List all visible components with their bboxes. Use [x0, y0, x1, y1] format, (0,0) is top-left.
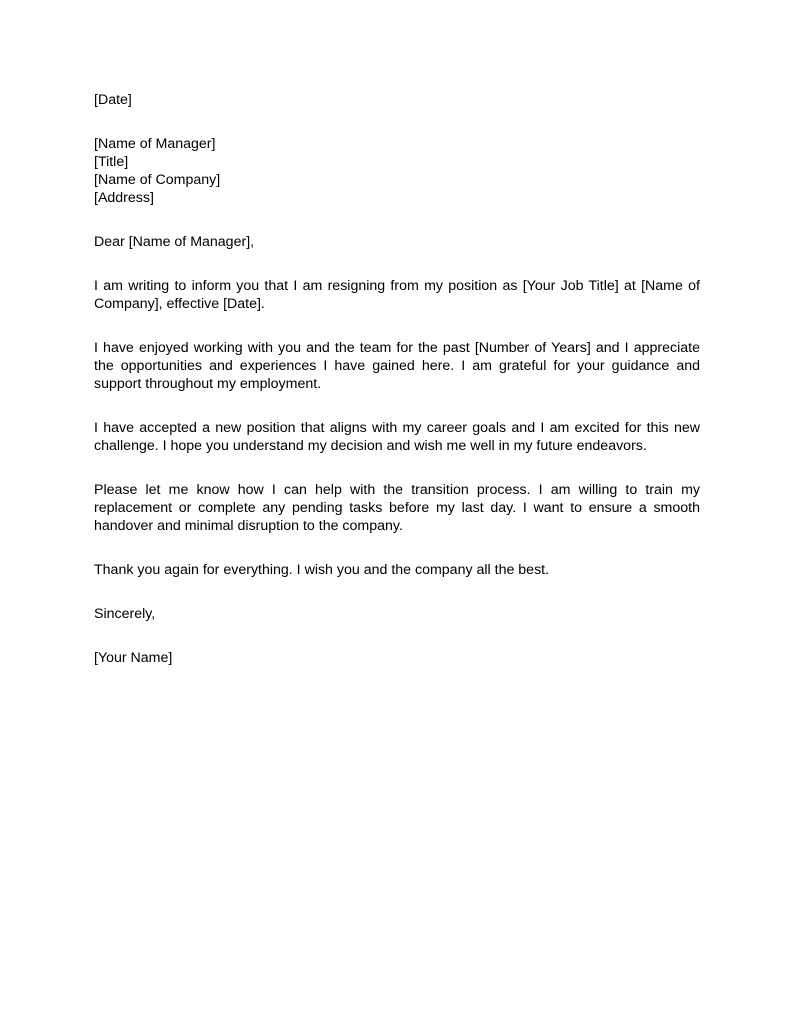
paragraph-appreciation: I have enjoyed working with you and the team for the past [Number of Years] and I appreciate the opportunities and experiences I have gained here. I am grateful for your guidance and support throughout my employment.: [94, 340, 700, 392]
spacer: [94, 535, 700, 561]
recipient-name: [Name of Manager]: [94, 136, 216, 152]
signature: [Your Name]: [94, 650, 173, 666]
recipient-company: [Name of Company]: [94, 172, 221, 188]
closing: Sincerely,: [94, 606, 156, 622]
recipient-title: [Title]: [94, 154, 129, 170]
spacer: [94, 251, 700, 277]
spacer: [94, 579, 700, 605]
recipient-address: [Address]: [94, 190, 154, 206]
spacer: [94, 109, 700, 135]
paragraph-new-position: I have accepted a new position that aligns with my career goals and I am excited for this new challenge. I hope you understand my decision and wish me well in my future endeavors.: [94, 420, 700, 454]
paragraph-resignation: I am writing to inform you that I am resigning from my position as [Your Job Title] at [Name of Company], effective [Date].: [94, 278, 700, 312]
paragraph-transition: Please let me know how I can help with the transition process. I am willing to train my replacement or complete any pending tasks before my last day. I want to ensure a smooth handover and minimal disruption to the company.: [94, 482, 700, 534]
spacer: [94, 623, 700, 649]
spacer: [94, 313, 700, 339]
letter-date: [Date]: [94, 92, 132, 108]
salutation: Dear [Name of Manager],: [94, 234, 255, 250]
spacer: [94, 393, 700, 419]
paragraph-thanks: Thank you again for everything. I wish you and the company all the best.: [94, 562, 550, 578]
spacer: [94, 455, 700, 481]
letter-body: [94, 91, 700, 667]
spacer: [94, 207, 700, 233]
recipient-block: [94, 135, 700, 207]
